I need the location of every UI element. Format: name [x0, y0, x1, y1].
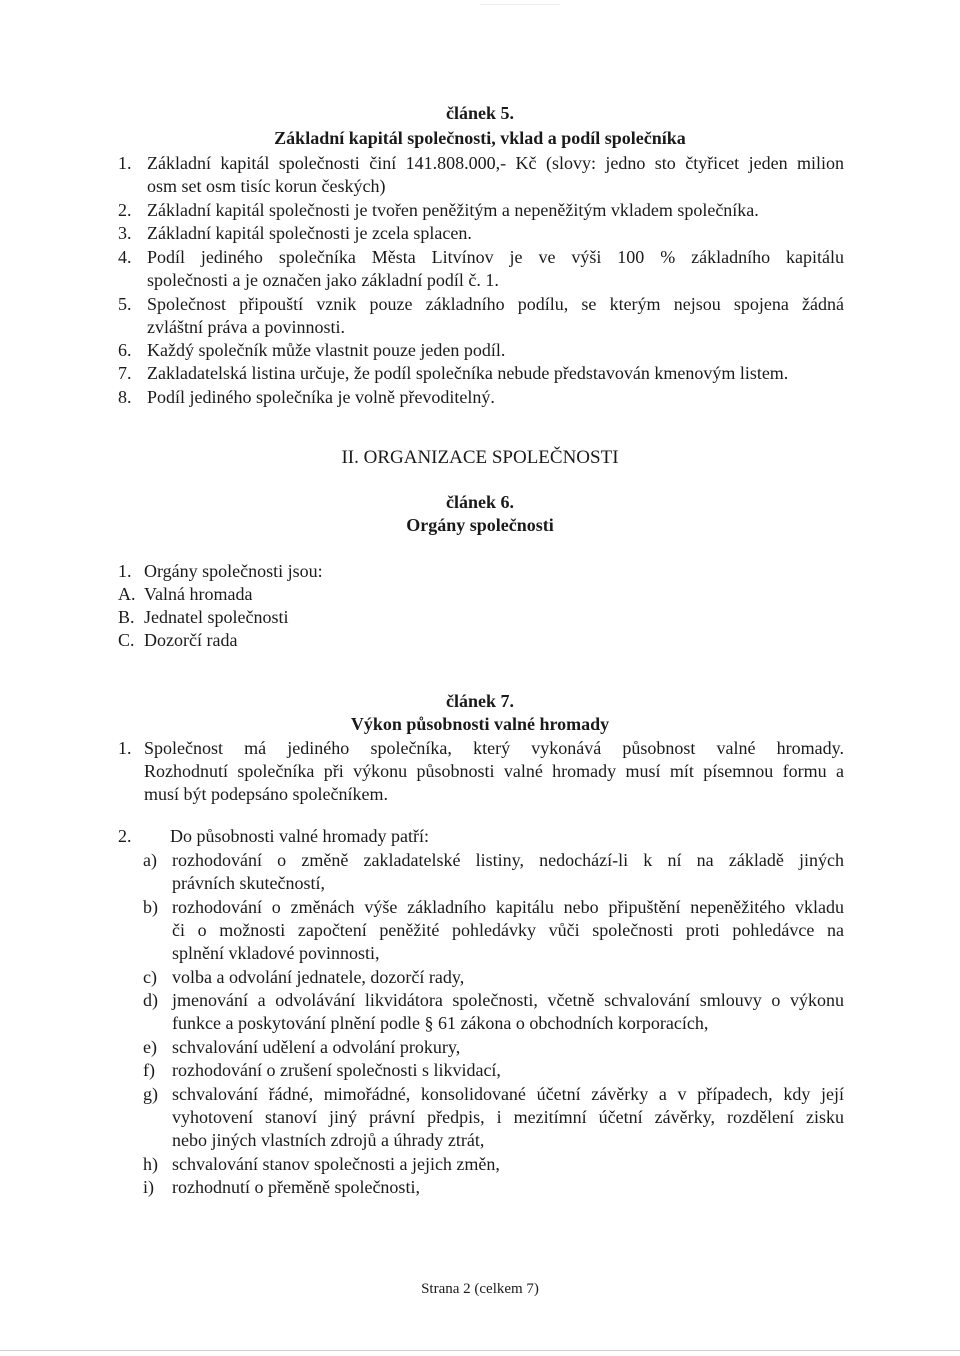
part-2-title: II. ORGANIZACE SPOLEČNOSTI	[341, 447, 619, 468]
list-item-number: 2.	[118, 826, 132, 846]
list-item-text: zvláštní práva a povinnosti.	[147, 317, 345, 337]
list-item-text: Podíl jediného společníka Města Litvínov je ve výši 100 % základního kapitálu	[147, 247, 844, 267]
point-letter: g)	[143, 1084, 158, 1104]
point-letter: f)	[143, 1060, 155, 1080]
point-letter: b)	[143, 897, 158, 917]
point-text: rozhodování o zrušení společnosti s likvidací,	[172, 1060, 501, 1080]
point-text: schvalování udělení a odvolání prokury,	[172, 1037, 461, 1057]
point-letter: h)	[143, 1154, 158, 1174]
list-item-text: společnosti a je označen jako základní podíl č. 1.	[147, 270, 499, 290]
point-text: volba a odvolání jednatele, dozorčí rady,	[172, 967, 465, 987]
list-item-number: 6.	[118, 340, 132, 360]
list-item-number: 4.	[118, 247, 132, 267]
list-item-text: Do působnosti valné hromady patří:	[170, 826, 429, 846]
list-item-text: Společnost připouští vznik pouze základního podílu, se kterým nejsou spojena žádná	[147, 294, 844, 314]
point-text: funkce a poskytování plnění podle § 61 zákona o obchodních korporacích,	[172, 1013, 709, 1033]
point-text: rozhodování o změnách výše základního kapitálu nebo připuštění nepeněžitého vkladu	[172, 897, 844, 917]
point-text: vyhotovení stanoví jiný právní předpis, i mezitímní účetní závěrky, rozdělení zisku	[172, 1107, 844, 1127]
article-5-title: Základní kapitál společnosti, vklad a podíl společníka	[274, 128, 686, 148]
scan-artifact	[480, 4, 560, 5]
point-letter: a)	[143, 850, 157, 870]
organ-letter: C.	[118, 630, 135, 650]
list-item-number: 2.	[118, 200, 132, 220]
point-text: nebo jiných vlastních zdrojů a úhrady ztrát,	[172, 1130, 485, 1150]
article-7-heading: článek 7.	[445, 691, 514, 711]
list-item-text: Každý společník může vlastnit pouze jeden podíl.	[147, 340, 506, 360]
list-item-number: 1.	[118, 738, 132, 758]
organs-intro: Orgány společnosti jsou:	[144, 561, 323, 581]
point-letter: i)	[143, 1177, 154, 1197]
page-number: Strana 2 (celkem 7)	[421, 1281, 539, 1297]
organ-name: Dozorčí rada	[144, 630, 238, 650]
list-item-text: Základní kapitál společnosti činí 141.808.000,- Kč (slovy: jedno sto čtyřicet jeden milion	[147, 153, 844, 173]
list-item-number: 1.	[118, 561, 132, 581]
article-7-title: Výkon působnosti valné hromady	[350, 714, 610, 734]
point-text: jmenování a odvolávání likvidátora společnosti, včetně schvalování smlouvy o výkonu	[172, 990, 844, 1010]
list-item-number: 3.	[118, 223, 132, 243]
point-text: rozhodování o změně zakladatelské listiny, nedochází-li k ní na základě jiných	[172, 850, 844, 870]
organ-name: Valná hromada	[144, 584, 253, 604]
point-text: právních skutečností,	[172, 873, 325, 893]
list-item-number: 7.	[118, 363, 132, 383]
point-text: či o možnosti započtení peněžité pohledávky vůči společnosti proti pohledávce na	[172, 920, 844, 940]
list-item-number: 1.	[118, 153, 132, 173]
list-item-text: musí být podepsáno společníkem.	[144, 784, 388, 804]
list-item-text: Základní kapitál společnosti je zcela splacen.	[147, 223, 472, 243]
list-item-text: Rozhodnutí společníka při výkonu působnosti valné hromady musí mít písemnou formu a	[144, 761, 844, 781]
list-item-text: Základní kapitál společnosti je tvořen peněžitým a nepeněžitým vkladem společníka.	[147, 200, 759, 220]
point-text: splnění vkladové povinnosti,	[172, 943, 380, 963]
article-5-heading: článek 5.	[445, 103, 514, 123]
list-item-text: Podíl jediného společníka je volně převoditelný.	[147, 387, 495, 407]
article-6-heading: článek 6.	[445, 492, 514, 512]
list-item-text: Společnost má jediného společníka, který vykonává působnost valné hromady.	[144, 738, 844, 758]
point-text: schvalování řádné, mimořádné, konsolidované účetní závěrky a v případech, kdy její	[172, 1084, 844, 1104]
list-item-number: 5.	[118, 294, 132, 314]
page-edge-line	[0, 1350, 960, 1351]
organ-name: Jednatel společnosti	[144, 607, 289, 627]
list-item-number: 8.	[118, 387, 132, 407]
point-text: rozhodnutí o přeměně společnosti,	[172, 1177, 420, 1197]
point-letter: d)	[143, 990, 158, 1010]
organ-letter: B.	[118, 607, 135, 627]
organ-letter: A.	[118, 584, 136, 604]
point-letter: c)	[143, 967, 157, 987]
article-6-title: Orgány společnosti	[406, 515, 554, 535]
list-item-text: Zakladatelská listina určuje, že podíl společníka nebude představován kmenovým listem.	[147, 363, 789, 383]
point-letter: e)	[143, 1037, 157, 1057]
point-text: schvalování stanov společnosti a jejich změn,	[172, 1154, 500, 1174]
list-item-text: osm set osm tisíc korun českých)	[147, 176, 386, 196]
